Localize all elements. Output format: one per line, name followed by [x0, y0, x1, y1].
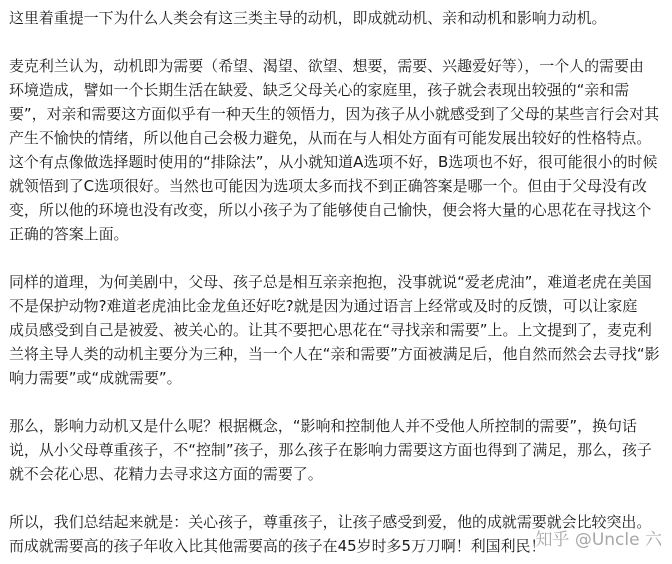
text-line: 所以，我们总结起来就是：关心孩子，尊重孩子，让孩子感受到爱，他的成就需要就会比较突出。 — [9, 513, 652, 531]
text-line: 不是保护动物?难道老虎油比金龙鱼还好吃?就是因为通过语言上经常或及时的反馈，可以让家庭 — [9, 297, 638, 315]
text-line: 而成就需要高的孩子年收入比其他需要高的孩子在45岁时多5万刀啊！利国利民！ — [9, 537, 546, 555]
text-line: 这里着重提一下为什么人类会有这三类主导的动机，即成就动机、亲和动机和影响力动机。 — [9, 9, 607, 27]
article-paragraph — [9, 6, 665, 30]
text-line: 要”，对亲和需要这方面似乎有一种天生的领悟力，因为孩子从小就感受到了父母的某些言行会对其 — [9, 105, 660, 123]
text-line: 响力需要”或“成就需要”。 — [9, 369, 182, 387]
zhihu-watermark: 知乎 @Uncle 六 — [535, 530, 662, 550]
article-body — [9, 6, 665, 558]
text-line: 同样的道理，为何美剧中，父母、孩子总是相互亲亲抱抱，没事就说“爱老虎油”，难道老虎在美国 — [9, 273, 652, 291]
text-line: 说，从小父母尊重孩子，不“控制”孩子，那么孩子在影响力需要这方面也得到了满足，那么，孩子 — [9, 441, 652, 459]
article-paragraph — [9, 54, 665, 246]
text-line: 这个有点像做选择题时使用的“排除法”，从小就知道A选项不好，B选项也不好，很可能很小的时候 — [9, 153, 658, 171]
text-line: 变，所以他的环境也没有改变，所以小孩子为了能够使自己愉快，便会将大量的心思花在寻找这个 — [9, 201, 652, 219]
article-paragraph — [9, 270, 665, 390]
text-line: 那么，影响力动机又是什么呢？根据概念，“影响和控制他人并不受他人所控制的需要”，换句话 — [9, 417, 637, 435]
article-paragraph — [9, 414, 665, 486]
text-line: 就不会花心思、花精力去寻求这方面的需要了。 — [9, 465, 323, 483]
text-line: 产生不愉快的情绪，所以他自己会极力避免，从而在与人相处方面有可能发展出较好的性格特点。 — [9, 129, 652, 147]
text-line: 正确的答案上面。 — [9, 225, 129, 243]
text-line: 麦克利兰认为，动机即为需要（希望、渴望、欲望、想要，需要、兴趣爱好等），一个人的需要由 — [9, 57, 644, 75]
text-line: 兰将主导人类的动机主要分为三种，当一个人在“亲和需要”方面被满足后，他自然而然会去寻找“影 — [9, 345, 660, 363]
text-line: 就领悟到了C选项很好。当然也可能因为选项太多而找不到正确答案是哪一个。但由于父母没有改 — [9, 177, 647, 195]
text-line: 环境造成，譬如一个长期生活在缺爱、缺乏父母关心的家庭里，孩子就会表现出较强的“亲和需 — [9, 81, 630, 99]
text-line: 成员感受到自己是被爱、被关心的。让其不要把心思花在“寻找亲和需要”上。上文提到了，麦克利 — [9, 321, 652, 339]
